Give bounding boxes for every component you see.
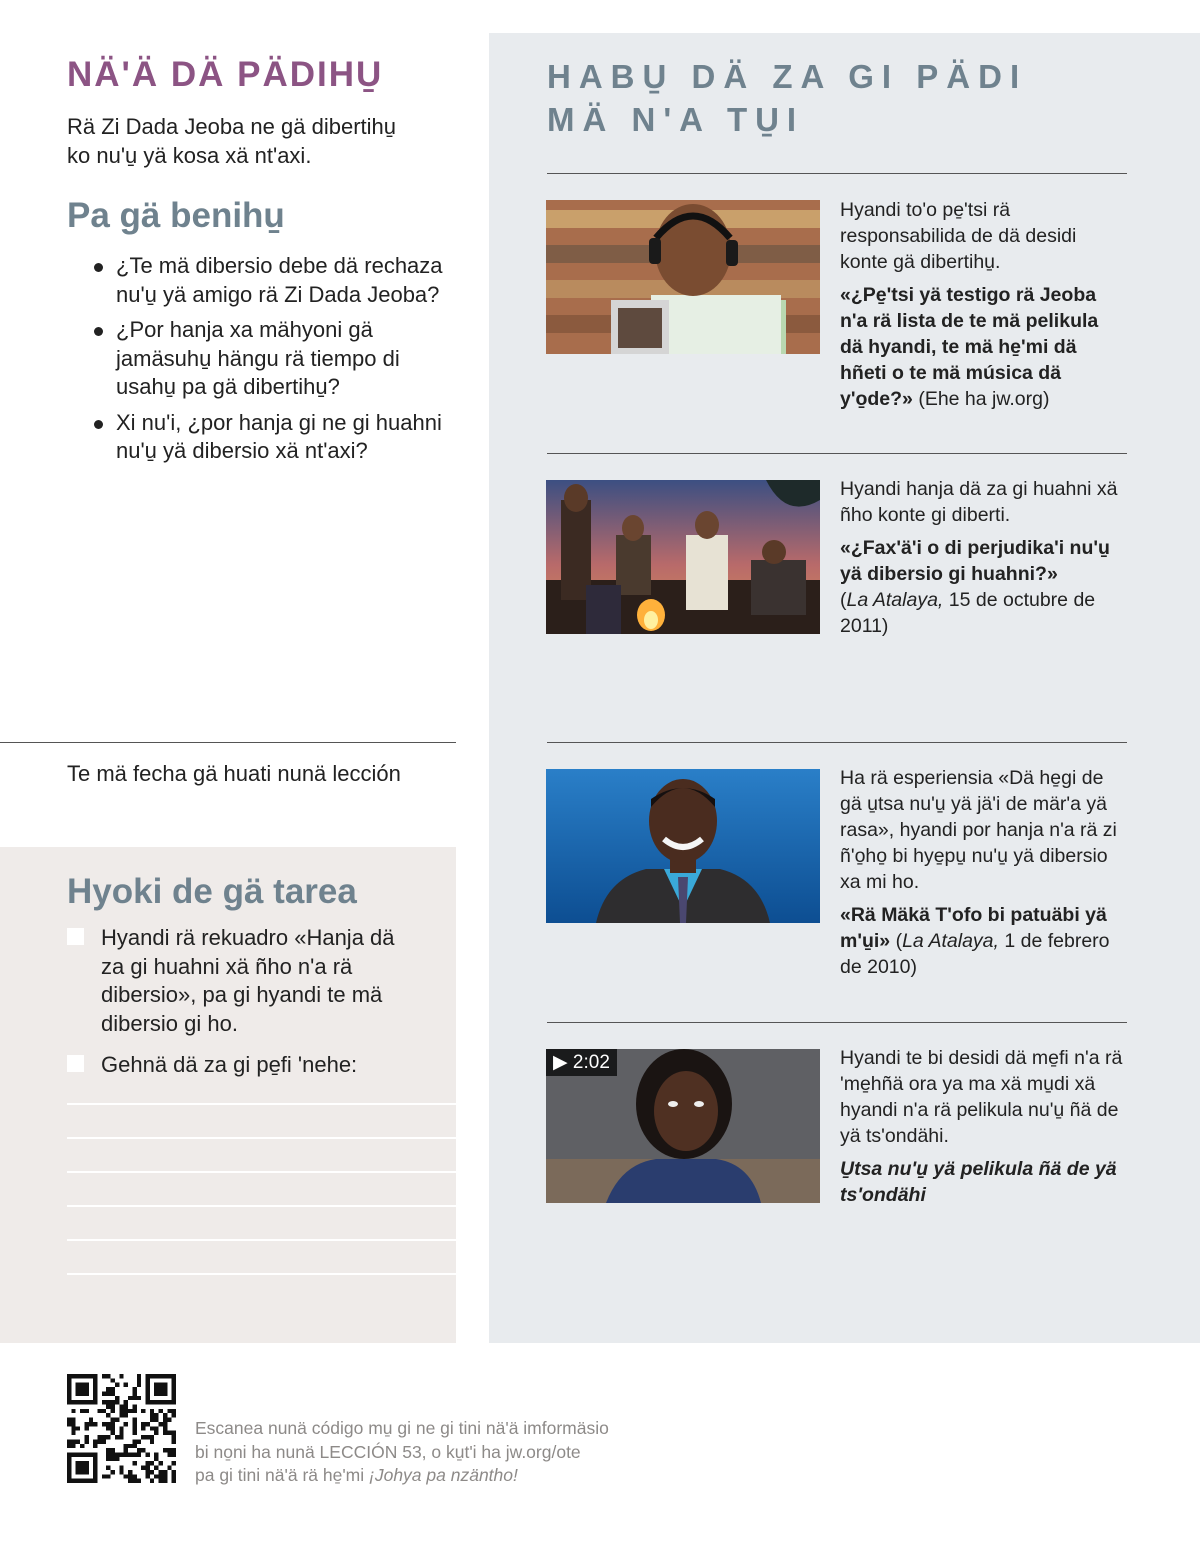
resource-reference[interactable]: U̱tsa nu'u̱ yä pelikula ñä de yä ts'ondähi (840, 1158, 1117, 1206)
goal-checkbox[interactable] (67, 928, 84, 945)
footer-text (195, 1417, 715, 1488)
review-question: Xi nu'i, ¿por hanja gi ne gi huahni nu'u̱ yä dibersio xä nt'axi? (90, 409, 460, 466)
divider (547, 453, 1127, 454)
resource-description (840, 197, 1125, 412)
explore-title-line: MÄ N'A TU̱I (547, 101, 805, 138)
lesson-date-label: Te mä fecha gä huati nunä lección (67, 761, 401, 786)
review-questions (90, 252, 460, 473)
reference-title: «¿Fax'ä'i o di perjudika'i nu'u̱ yä dibersio gi huahni?» (840, 537, 1110, 585)
resource-description (840, 1045, 1125, 1208)
summary-text-line: Rä Zi Dada Jeoba ne gä dibertihu̱ (67, 114, 396, 139)
footer-line: pa gi tini nä'ä rä he̱'mi (195, 1465, 365, 1485)
woman-video-thumbnail[interactable] (546, 1049, 820, 1203)
resource-text: Hyandi te bi desidi dä me̱fi n'a rä 'me̱hñä ora ya ma xä mu̱di xä hyandi n'a rä pelikula nu'u̱ ñä de yä ts'ondähi. (840, 1047, 1123, 1147)
resource-text: Hyandi hanja dä za gi huahni xä ñho konte gi diberti. (840, 478, 1118, 526)
review-question: ¿Te mä dibersio debe dä rechaza nu'u̱ yä amigo rä Zi Dada Jeoba? (90, 252, 460, 309)
young-man-with-headphones-photo[interactable] (546, 200, 820, 354)
video-duration-badge (546, 1049, 617, 1076)
reference-publication: La Atalaya, (902, 930, 999, 952)
writing-line[interactable] (67, 1103, 456, 1105)
reference-source-open: ( (840, 589, 847, 611)
writing-line[interactable] (67, 1137, 456, 1139)
divider (547, 173, 1127, 174)
reference-title: «Rä Mäkä T'ofo bi patuäbi yä m'u̱i» (840, 904, 1107, 952)
reference-source: 15 de octubre de 2011) (840, 589, 1096, 637)
writing-line[interactable] (67, 1273, 456, 1275)
goal-title: Hyoki de gä tarea (67, 872, 357, 911)
footer-line: Escanea nunä código mu̱ gi ne gi tini nä'ä imformäsio (195, 1418, 609, 1438)
resource-description (840, 765, 1125, 980)
goal-item (67, 1051, 401, 1080)
reference-source: 1 de febrero de 2010) (840, 930, 1110, 978)
divider (547, 742, 1127, 743)
goal-item-text: Gehnä dä za gi pe̱fi 'nehe: (101, 1052, 358, 1077)
resource-reference[interactable] (840, 282, 1125, 412)
goal-checkbox[interactable] (67, 1055, 84, 1072)
reference-source-open: ( (895, 930, 903, 952)
writing-line[interactable] (67, 1171, 456, 1173)
divider (0, 742, 456, 743)
qr-code[interactable] (67, 1374, 176, 1483)
summary-title: NÄ'Ä DÄ PÄDIHU̱ (67, 55, 384, 94)
reference-source: (Ehe ha jw.org) (918, 388, 1050, 410)
writing-line[interactable] (67, 1205, 456, 1207)
reference-publication: La Atalaya, (846, 589, 944, 611)
divider (547, 1022, 1127, 1023)
review-question: ¿Por hanja xa mähyoni gä jamäsuhu̱ hängu rä tiempo di usahu̱ pa gä dibertihu̱? (90, 316, 460, 402)
explore-title (547, 55, 1027, 141)
goal-item-text: Hyandi rä rekuadro «Hanja dä za gi huahni xä ñho n'a rä dibersio», pa gi hyandi te mä dibersio gi ho. (101, 925, 395, 1036)
summary-text-line: ko nu'u̱ yä kosa xä nt'axi. (67, 143, 312, 168)
resource-text: Ha rä esperiensia «Dä he̱gi de gä u̱tsa nu'u̱ yä jä'i de mär'a yä rasa», hyandi por hanja n'a rä zi ñ'o̱ho̱ bi hye̱pu̱ nu'u̱ yä dibersio xa mi ho. (840, 767, 1117, 893)
goal-panel (0, 847, 456, 1343)
resource-reference[interactable] (840, 902, 1125, 980)
summary-text (67, 112, 447, 170)
video-duration: 2:02 (572, 1052, 610, 1073)
play-icon: ▶ (553, 1052, 568, 1073)
goal-item (67, 924, 401, 1038)
footer-line-italic: ¡Johya pa nzäntho! (369, 1465, 518, 1485)
explore-title-line: HABU̱ DÄ ZA GI PÄDI (547, 58, 1028, 95)
resource-description (840, 476, 1125, 639)
campfire-gathering-illustration[interactable] (546, 480, 820, 634)
footer-line: bi no̱ni ha nunä LECCIÓN 53, o ku̱t'i ha jw.org/ote (195, 1441, 581, 1462)
resource-reference[interactable] (840, 535, 1125, 639)
writing-line[interactable] (67, 1239, 456, 1241)
smiling-man-in-suit-photo[interactable] (546, 769, 820, 923)
qr-code-graphic (67, 1374, 176, 1483)
resource-text: Hyandi to'o pe̱'tsi rä responsabilida de dä desidi konte gä dibertihu̱. (840, 199, 1077, 273)
review-title: Pa gä benihu̱ (67, 196, 285, 235)
reference-title: «¿Pe̱'tsi yä testigo rä Jeoba n'a rä lista de te mä pelikula dä hyandi, te mä he̱'mi dä hñeti o te mä música dä y'o̱de?» (840, 284, 1099, 410)
